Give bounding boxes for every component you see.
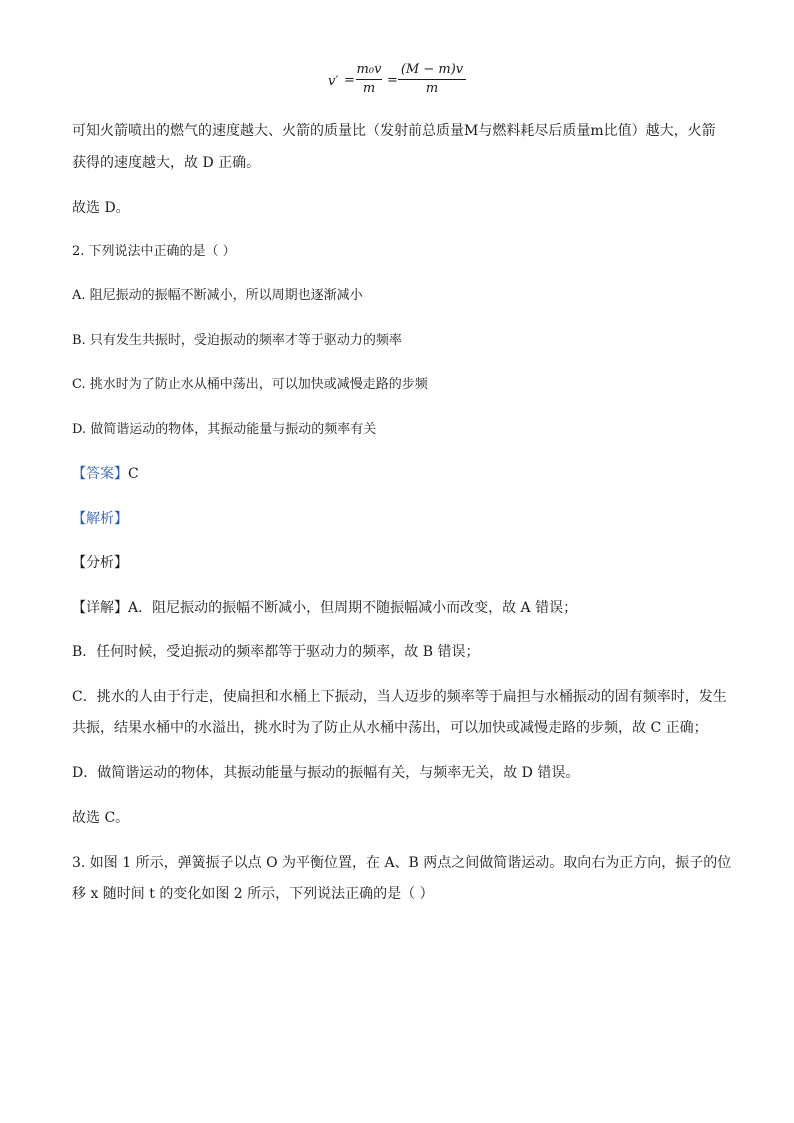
question-2-stem: 2. 下列说法中正确的是（ ） — [72, 244, 236, 259]
detail-line-c1: C．挑水的人由于行走，使扁担和水桶上下振动，当人迈步的频率等于扁担与水桶振动的固有频率时，发生 — [72, 689, 727, 705]
detail-a-text: A．阻尼振动的振幅不断减小，但周期不随振幅减小而改变，故 A 错误； — [128, 600, 578, 616]
fraction-1-denominator: m — [362, 81, 376, 96]
question-2-option-a: A. 阻尼振动的振幅不断减小，所以周期也逐渐减小 — [72, 288, 363, 303]
question-2-option-d: D. 做简谐运动的物体，其振动能量与振动的频率有关 — [72, 422, 377, 437]
formula-fraction-1 — [356, 62, 382, 97]
formula-lhs: v′ — [328, 74, 339, 89]
conclusion-line: 故选 D。 — [72, 200, 130, 216]
formula-equals: = — [344, 73, 355, 88]
analysis-tag: 【解析】 — [72, 511, 128, 527]
answer-value: C — [128, 466, 139, 482]
formula-fraction-2 — [398, 62, 466, 97]
detail-line-b: B．任何时候，受迫振动的频率都等于驱动力的频率，故 B 错误； — [72, 644, 480, 660]
analysis-heading — [72, 509, 128, 529]
fraction-1-numerator: m₀v — [356, 62, 382, 77]
question-2-option-c: C. 挑水时为了防止水从桶中荡出，可以加快或减慢走路的步频 — [72, 377, 428, 392]
fraction-2-numerator: (M − m)v — [400, 62, 464, 77]
detail-line-c2: 共振，结果水桶中的水溢出，挑水时为了防止从水桶中荡出，可以加快或减慢走路的步频，故 C 正确； — [72, 720, 708, 736]
fraction-2-denominator: m — [425, 81, 439, 96]
velocity-formula — [326, 62, 476, 106]
paragraph-line: 获得的速度越大，故 D 正确。 — [72, 155, 261, 171]
detail-line-a — [72, 598, 577, 618]
question-2-option-b: B. 只有发生共振时，受迫振动的频率才等于驱动力的频率 — [72, 333, 402, 348]
fraction-1-bar — [356, 79, 382, 80]
fenxi-heading: 【分析】 — [72, 555, 128, 571]
answer-tag: 【答案】 — [72, 466, 128, 482]
detail-line-d: D．做简谐运动的物体，其振动能量与振动的振幅有关，与频率无关，故 D 错误。 — [72, 765, 580, 781]
paragraph-line: 可知火箭喷出的燃气的速度越大、火箭的质量比（发射前总质量M与燃料耗尽后质量m比值）越大，火箭 — [72, 123, 716, 139]
formula-equals: = — [387, 73, 398, 88]
question-3-stem-line-1: 3. 如图 1 所示，弹簧振子以点 O 为平衡位置，在 A、B 两点之间做简谐运动。取向右为正方向，振子的位 — [72, 855, 732, 871]
answer-line — [72, 464, 139, 484]
fraction-2-bar — [398, 79, 466, 80]
conclusion-line: 故选 C。 — [72, 810, 130, 826]
question-3-stem-line-2: 移 x 随时间 t 的变化如图 2 所示，下列说法正确的是（ ） — [72, 886, 434, 902]
detail-tag: 【详解】 — [72, 600, 128, 616]
